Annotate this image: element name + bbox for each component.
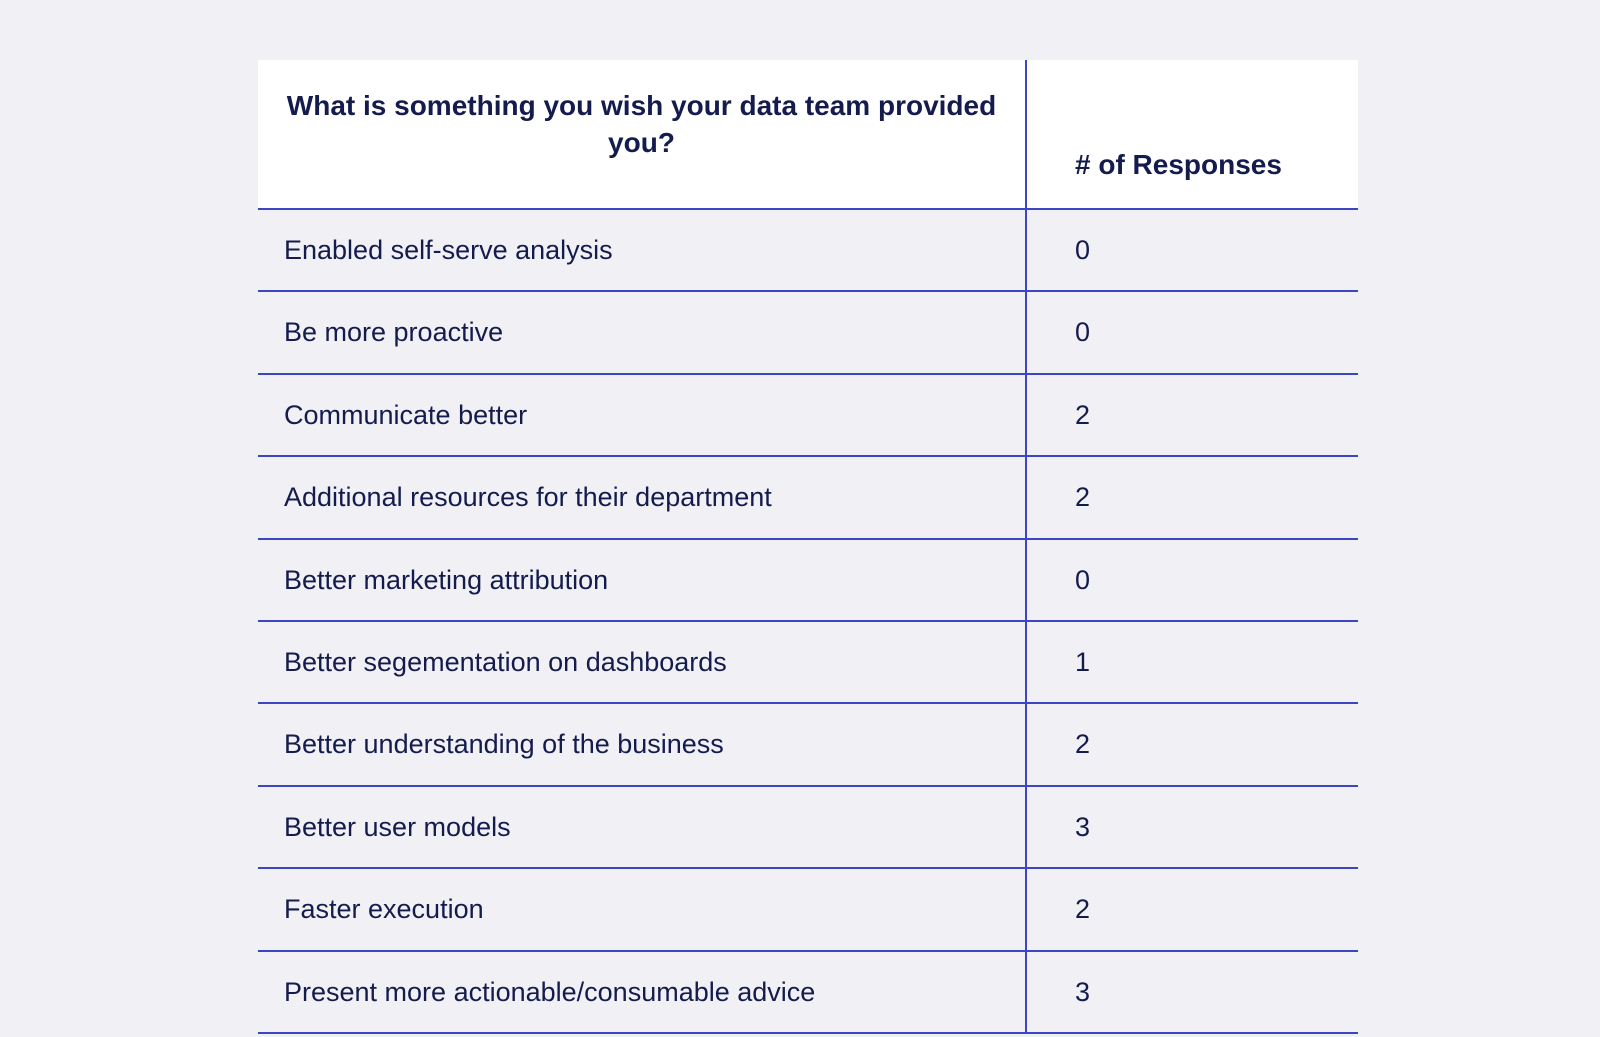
row-label: Faster execution (258, 868, 1026, 950)
row-label: Better user models (258, 786, 1026, 868)
table-row (258, 621, 1358, 703)
table-row (258, 291, 1358, 373)
row-label: Better understanding of the business (258, 703, 1026, 785)
row-count: 0 (1026, 539, 1358, 621)
row-label: Communicate better (258, 374, 1026, 456)
table-header (258, 60, 1358, 209)
row-count: 0 (1026, 291, 1358, 373)
row-label: Better segementation on dashboards (258, 621, 1026, 703)
table-row (258, 209, 1358, 291)
table-row (258, 374, 1358, 456)
row-label: Better marketing attribution (258, 539, 1026, 621)
table-row (258, 868, 1358, 950)
column-header-question-label: What is something you wish your data team provided you? (286, 90, 997, 158)
table-row (258, 786, 1358, 868)
row-count: 2 (1026, 374, 1358, 456)
row-count: 2 (1026, 703, 1358, 785)
row-count: 3 (1026, 786, 1358, 868)
table-header-row (258, 60, 1358, 209)
row-label: Be more proactive (258, 291, 1026, 373)
row-label: Enabled self-serve analysis (258, 209, 1026, 291)
table-row (258, 456, 1358, 538)
column-header-responses (1026, 60, 1358, 209)
row-label: Present more actionable/consumable advice (258, 951, 1026, 1033)
row-label: Additional resources for their department (258, 456, 1026, 538)
table-row (258, 539, 1358, 621)
row-count: 3 (1026, 951, 1358, 1033)
column-header-question (258, 60, 1026, 209)
table-row (258, 703, 1358, 785)
row-count: 0 (1026, 209, 1358, 291)
row-count: 1 (1026, 621, 1358, 703)
table-body (258, 209, 1358, 1033)
survey-results-table (258, 60, 1358, 1034)
survey-table-container (258, 60, 1358, 1034)
table-row (258, 951, 1358, 1033)
column-header-responses-label: # of Responses (1075, 149, 1282, 181)
row-count: 2 (1026, 868, 1358, 950)
row-count: 2 (1026, 456, 1358, 538)
